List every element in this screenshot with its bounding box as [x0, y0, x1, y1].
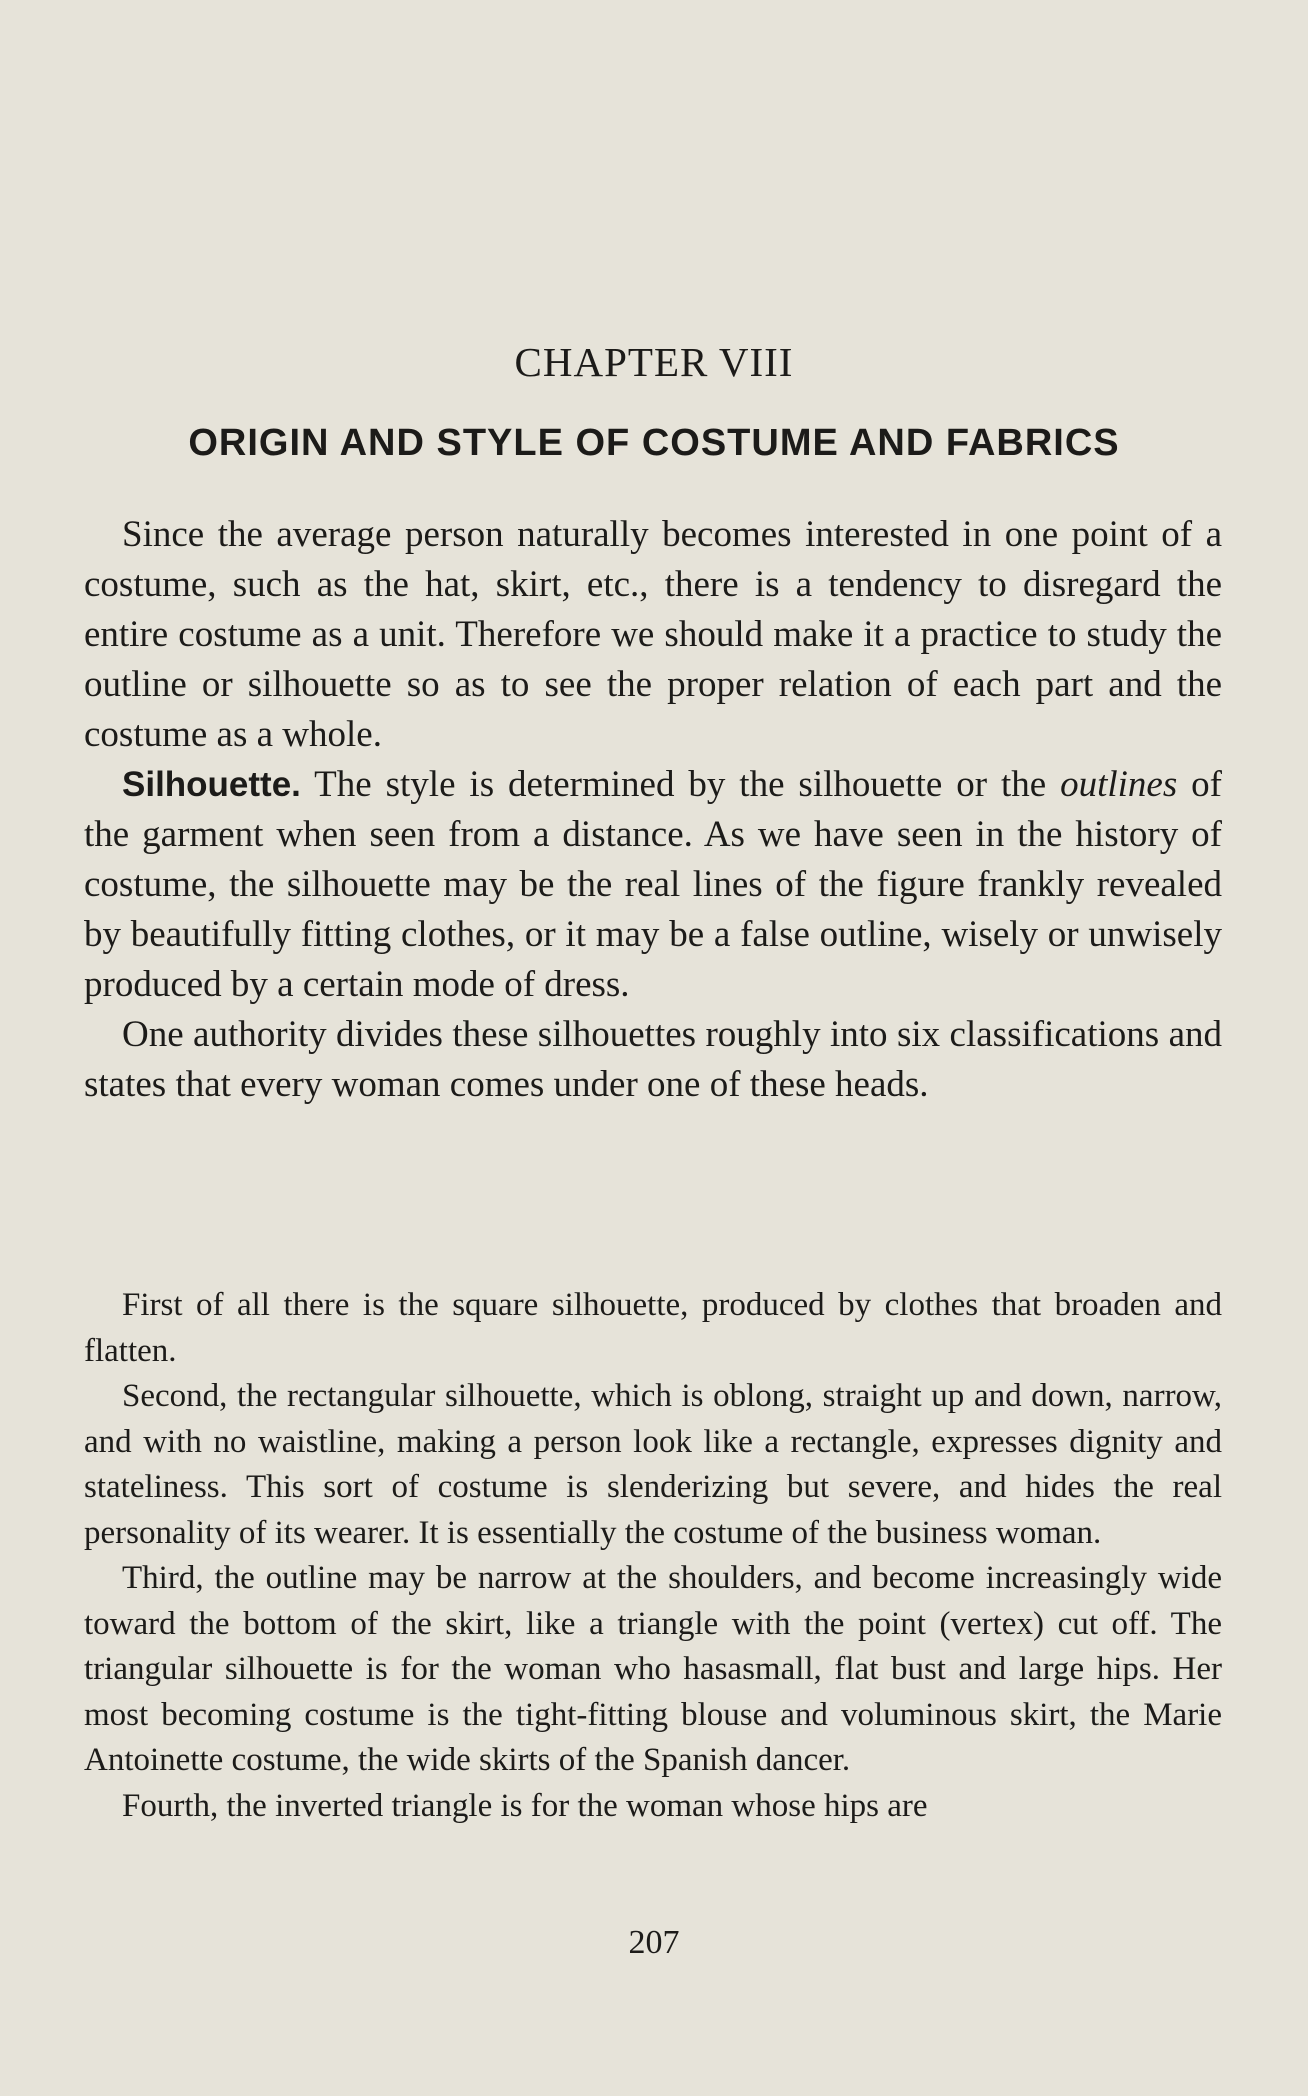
main-text-small	[84, 1283, 1222, 1829]
main-text-large	[84, 510, 1222, 1110]
silhouette-text-after: of the garment when seen from a distance. As we have seen in the history of costume, the silhouette may be the real lines of the figure frankly revealed by beautifully fitting clothes, or it may be a false outline, wisely or unwisely produced by a certain mode of dress.	[84, 764, 1222, 1005]
chapter-title: ORIGIN AND STYLE OF COSTUME AND FABRICS	[188, 422, 1120, 464]
page-number: 207	[628, 1924, 680, 1961]
silhouette-heading: Silhouette.	[122, 765, 301, 804]
authority-paragraph: One authority divides these silhouettes roughly into six classifications and states that every woman comes under one of these heads.	[84, 1014, 1222, 1105]
first-paragraph: First of all there is the square silhouette, produced by clothes that broaden and flatten.	[84, 1287, 1222, 1369]
third-paragraph: Third, the outline may be narrow at the shoulders, and become increasingly wide toward the bottom of the skirt, like a triangle with the point (vertex) cut off. The triangular silhouette is for the woman who hasasmall, flat bust and large hips. Her most becoming costume is the tight-fitting blouse and voluminous skirt, the Marie Antoinette costume, the wide skirts of the Spanish dancer.	[84, 1560, 1222, 1778]
second-paragraph: Second, the rectangular silhouette, which is oblong, straight up and down, narrow, and with no waistline, making a person look like a rectangle, expresses dignity and stateliness. This sort of costume is slenderizing but severe, and hides the real personality of its wearer. It is essentially the costume of the business woman.	[84, 1378, 1222, 1551]
silhouette-paragraph	[84, 760, 1222, 1010]
fourth-paragraph: Fourth, the inverted triangle is for the woman whose hips are	[122, 1787, 928, 1824]
intro-paragraph: Since the average person naturally becomes interested in one point of a costume, such as the hat, skirt, etc., there is a tendency to disregard the entire costume as a unit. Therefore we should make it a practice to study the outline or silhouette so as to see the proper relation of each part and the costume as a whole.	[84, 514, 1222, 755]
silhouette-text-before: The style is determined by the silhouette or the	[314, 764, 1047, 805]
silhouette-italic-word: outlines	[1060, 764, 1178, 805]
chapter-label: CHAPTER VIII	[514, 339, 794, 385]
